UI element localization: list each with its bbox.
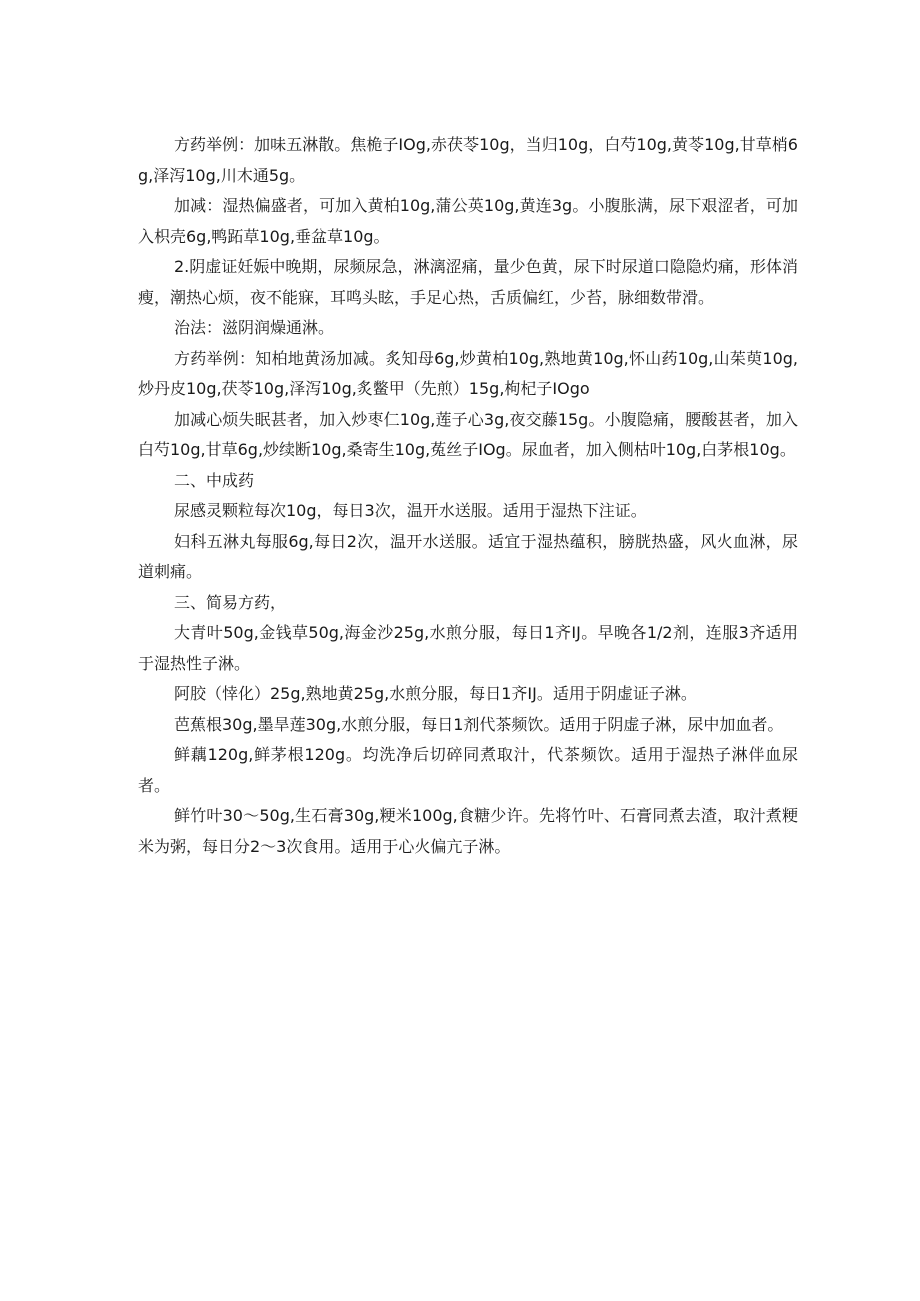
paragraph-patent-2: 妇科五淋丸每服6g,每日2次，温开水送服。适宜于湿热蕴积，膀胱热盛，风火血淋，尿道刺痛。 [138,531,798,581]
document-body [138,130,798,862]
section-heading-patent-medicine: 二、中成药 [174,470,255,490]
paragraph-recipe-2: 阿胶（悻化）25g,熟地黄25g,水煎分服，每日1齐IJ。适用于阴虚证子淋。 [174,684,697,703]
paragraph-yin-deficiency: 2.阴虚证妊娠中晚期，尿频尿急，淋漓涩痛，量少色黄，尿下时尿道口隐隐灼痛，形体消瘦，潮热心烦，夜不能寐，耳鸣头眩，手足心热，舌质偏红，少苔，脉细数带滑。 [138,257,798,307]
paragraph-treatment-method: 治法：滋阴润燥通淋。 [174,318,335,337]
paragraph-recipe-4: 鲜藕120g,鲜茅根120g。均洗净后切碎同煮取汁，代茶频饮。适用于湿热子淋伴血尿者。 [138,745,798,795]
paragraph-modification: 加减：湿热偏盛者，可加入黄柏10g,蒲公英10g,黄连3g。小腹胀满，尿下艰涩者，可加入枳壳6g,鸭跖草10g,垂盆草10g。 [138,196,798,246]
paragraph-prescription-example: 方药举例：加味五淋散。焦桅子IOg,赤茯苓10g，当归10g，白芍10g,黄苓10g,甘草梢6g,泽泻10g,川木通5g。 [138,135,798,185]
paragraph-recipe-1: 大青叶50g,金钱草50g,海金沙25g,水煎分服，每日1齐IJ。早晚各1/2剂，连服3齐适用于湿热性子淋。 [138,623,798,673]
section-heading-simple-recipes: 三、简易方药， [174,592,287,612]
paragraph-recipe-5: 鲜竹叶30～50g,生石膏30g,粳米100g,食糖少许。先将竹叶、石膏同煮去渣，取汁煮粳米为粥，每日分2～3次食用。适用于心火偏亢子淋。 [138,806,798,856]
paragraph-prescription-example-2: 方药举例：知柏地黄汤加减。炙知母6g,炒黄柏10g,熟地黄10g,怀山药10g,山茱萸10g,炒丹皮10g,茯苓10g,泽泻10g,炙鳖甲（先煎）15g,枸杞子IOgo [138,348,798,398]
paragraph-modification-2: 加减心烦失眠甚者，加入炒枣仁10g,莲子心3g,夜交藤15g。小腹隐痛，腰酸甚者，加入白芍10g,甘草6g,炒续断10g,桑寄生10g,菟丝子IOg。尿血者，加入侧枯叶10g,白茅根10g。 [138,409,798,459]
paragraph-recipe-3: 芭蕉根30g,墨旱莲30g,水煎分服，每日1剂代茶频饮。适用于阴虚子淋，尿中加血者。 [174,714,784,734]
paragraph-patent-1: 尿感灵颗粒每次10g，每日3次，温开水送服。适用于湿热下注证。 [174,501,647,520]
